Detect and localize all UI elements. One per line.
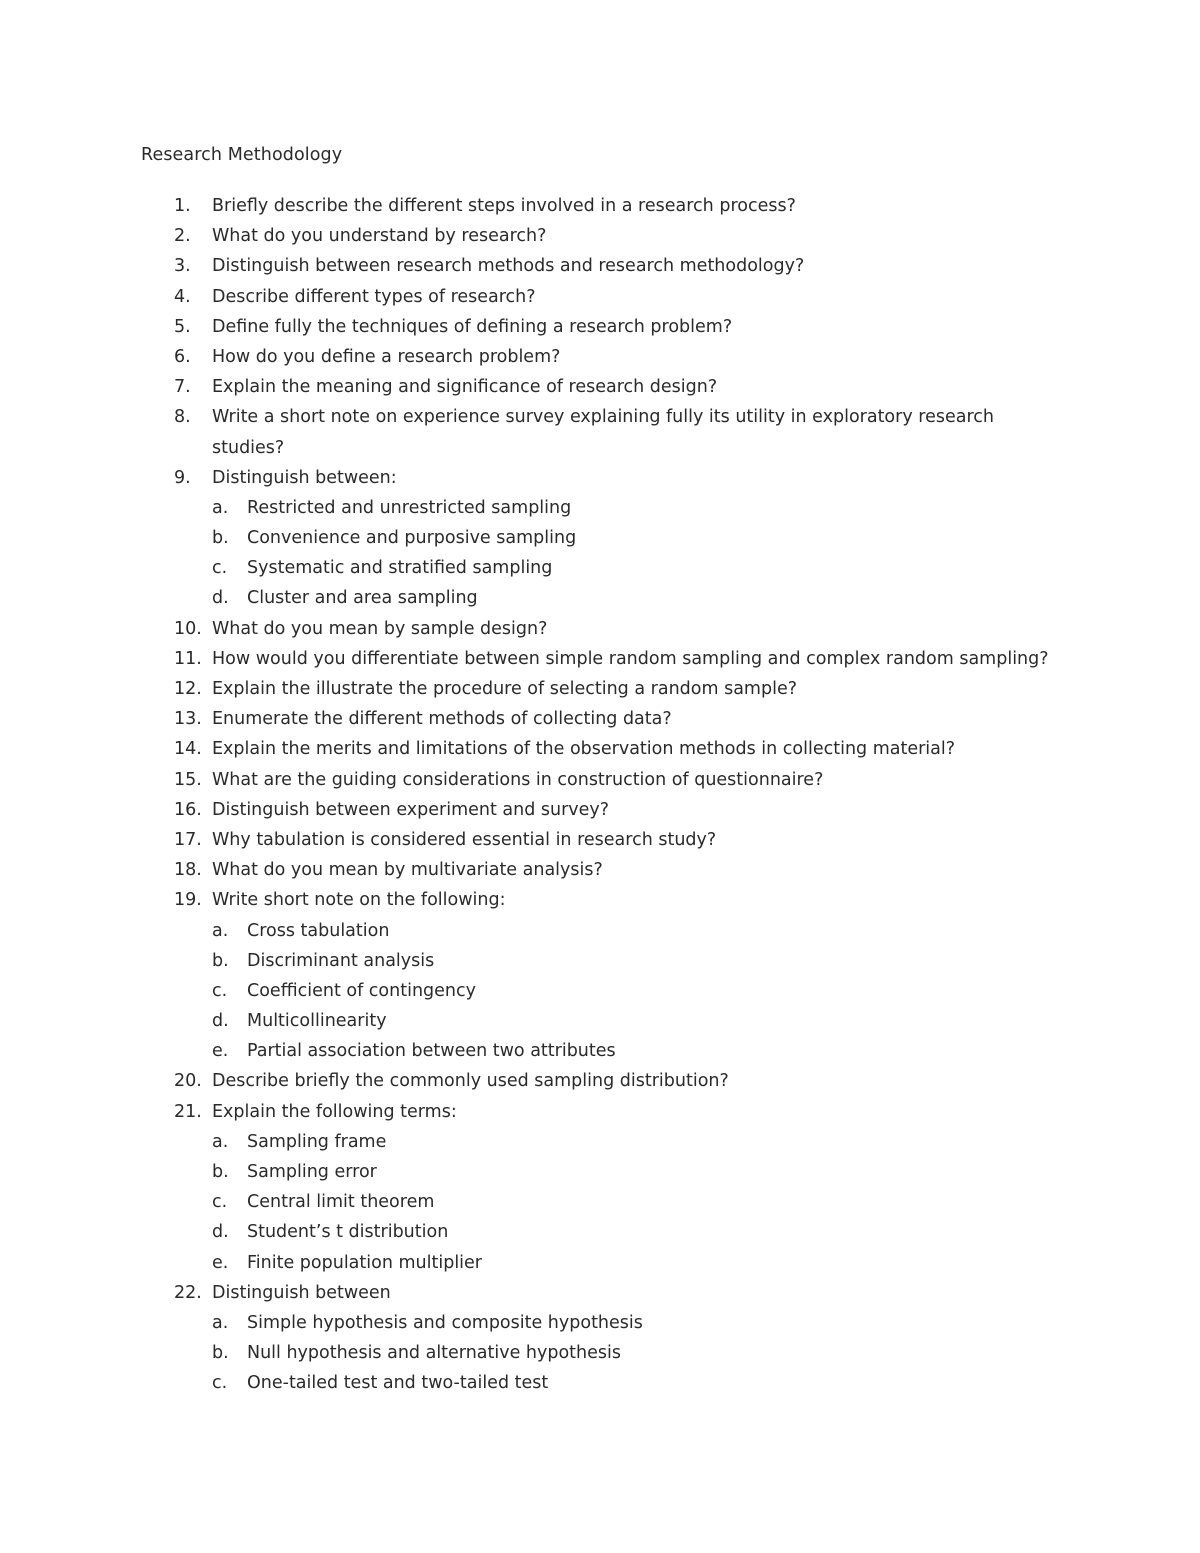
sub-list-item [0, 1368, 1200, 1398]
list-item [0, 433, 1200, 463]
sub-list-item [0, 1187, 1200, 1217]
list-item [0, 1066, 1200, 1096]
item-text: studies? [212, 437, 285, 458]
sub-list-item [0, 1308, 1200, 1338]
list-item [0, 402, 1200, 432]
item-number: 10. [174, 618, 202, 639]
item-number: 1. [174, 196, 191, 216]
sub-item-text: Discriminant analysis [247, 950, 435, 971]
sub-list-item [0, 553, 1200, 583]
item-number: 11. [174, 648, 202, 669]
sub-list-item [0, 1036, 1200, 1066]
item-text: Describe different types of research? [212, 286, 536, 307]
list-item [0, 463, 1200, 493]
sub-list-item [0, 1338, 1200, 1368]
list-item [0, 1097, 1200, 1127]
item-text: Distinguish between: [212, 467, 397, 488]
sub-item-text: Finite population multiplier [247, 1252, 483, 1273]
sub-item-text: Central limit theorem [247, 1192, 435, 1213]
sub-list-item [0, 1127, 1200, 1157]
list-item [0, 855, 1200, 885]
list-item [0, 221, 1200, 251]
item-number: 7. [174, 377, 191, 398]
item-text: Briefly describe the different steps involved in a research process? [212, 196, 796, 216]
list-item [0, 1278, 1200, 1308]
item-number: 15. [174, 769, 202, 790]
sub-item-text: Restricted and unrestricted sampling [247, 497, 572, 518]
item-number: 21. [174, 1101, 202, 1122]
item-number: 3. [174, 256, 191, 277]
item-number: 18. [174, 860, 202, 881]
item-text: Distinguish between research methods and research methodology? [212, 256, 805, 277]
sub-list-item [0, 523, 1200, 553]
question-list [0, 191, 1200, 1399]
item-text: Why tabulation is considered essential in research study? [212, 829, 717, 850]
sub-item-letter: b. [212, 1162, 229, 1182]
sub-item-text: Convenience and purposive sampling [247, 528, 577, 549]
item-text: Enumerate the different methods of collecting data? [212, 709, 672, 730]
sub-item-text: Sampling frame [247, 1131, 387, 1152]
list-item [0, 674, 1200, 704]
sub-item-text: Partial association between two attributes [247, 1041, 616, 1062]
sub-item-letter: e. [212, 1041, 229, 1062]
item-text: Explain the illustrate the procedure of selecting a random sample? [212, 679, 797, 699]
sub-item-letter: a. [212, 1131, 229, 1152]
list-item [0, 614, 1200, 644]
sub-item-letter: e. [212, 1252, 229, 1273]
list-item [0, 885, 1200, 915]
list-item [0, 282, 1200, 312]
item-text: How do you define a research problem? [212, 346, 561, 367]
item-text: How would you differentiate between simple random sampling and complex random sampling? [212, 648, 1049, 669]
list-item [0, 795, 1200, 825]
list-item [0, 825, 1200, 855]
sub-item-letter: b. [212, 1343, 229, 1364]
list-item [0, 644, 1200, 674]
sub-item-letter: d. [212, 1222, 229, 1243]
sub-item-letter: b. [212, 950, 229, 971]
list-item [0, 342, 1200, 372]
sub-list-item [0, 1006, 1200, 1036]
item-text: Describe briefly the commonly used sampling distribution? [212, 1071, 729, 1092]
list-item [0, 734, 1200, 764]
item-number: 13. [174, 709, 202, 730]
item-text: Explain the meaning and significance of research design? [212, 377, 718, 398]
list-item [0, 704, 1200, 734]
item-text: What do you mean by multivariate analysis? [212, 860, 603, 881]
item-number: 9. [174, 467, 191, 488]
item-text: Write a short note on experience survey explaining fully its utility in exploratory research [212, 407, 994, 428]
item-number: 8. [174, 407, 191, 428]
item-number: 4. [174, 286, 191, 307]
sub-list-item [0, 493, 1200, 523]
item-number: 12. [174, 679, 202, 699]
sub-item-text: Simple hypothesis and composite hypothesis [247, 1312, 643, 1333]
sub-list-item [0, 916, 1200, 946]
sub-item-text: Multicollinearity [247, 1011, 387, 1032]
item-text: What do you understand by research? [212, 226, 547, 247]
sub-item-letter: c. [212, 1192, 228, 1213]
item-text: Distinguish between experiment and survey? [212, 799, 610, 820]
sub-item-text: Sampling error [247, 1162, 377, 1182]
list-item [0, 251, 1200, 281]
item-text: Explain the merits and limitations of the observation methods in collecting material? [212, 739, 956, 760]
list-item [0, 765, 1200, 795]
sub-item-letter: c. [212, 980, 228, 1001]
item-number: 19. [174, 890, 202, 911]
sub-item-letter: c. [212, 558, 228, 579]
sub-list-item [0, 1248, 1200, 1278]
item-number: 16. [174, 799, 202, 820]
sub-item-letter: d. [212, 1011, 229, 1032]
sub-item-text: Student’s t distribution [247, 1222, 449, 1243]
sub-item-text: Coefficient of contingency [247, 980, 476, 1001]
sub-item-letter: b. [212, 528, 229, 549]
item-number: 14. [174, 739, 202, 760]
item-text: Write short note on the following: [212, 890, 506, 911]
list-item [0, 191, 1200, 221]
item-number: 17. [174, 829, 202, 850]
item-text: Explain the following terms: [212, 1101, 457, 1122]
sub-list-item [0, 1157, 1200, 1187]
item-number: 20. [174, 1071, 202, 1092]
sub-list-item [0, 976, 1200, 1006]
item-text: Define fully the techniques of defining a research problem? [212, 316, 733, 337]
sub-item-letter: a. [212, 497, 229, 518]
item-number: 5. [174, 316, 191, 337]
sub-list-item [0, 946, 1200, 976]
sub-list-item [0, 583, 1200, 613]
list-item [0, 312, 1200, 342]
item-text: Distinguish between [212, 1282, 391, 1303]
sub-item-letter: a. [212, 1312, 229, 1333]
item-number: 2. [174, 226, 191, 247]
sub-item-letter: a. [212, 920, 229, 941]
item-text: What are the guiding considerations in construction of questionnaire? [212, 769, 824, 790]
sub-item-letter: d. [212, 588, 229, 609]
sub-list-item [0, 1217, 1200, 1247]
sub-item-text: Systematic and stratified sampling [247, 558, 553, 579]
item-number: 6. [174, 346, 191, 367]
list-item [0, 372, 1200, 402]
item-number: 22. [174, 1282, 202, 1303]
item-text: What do you mean by sample design? [212, 618, 548, 639]
sub-item-text: Null hypothesis and alternative hypothesis [247, 1343, 622, 1364]
sub-item-text: Cluster and area sampling [247, 588, 478, 609]
sub-item-text: One-tailed test and two-tailed test [247, 1373, 549, 1394]
sub-item-text: Cross tabulation [247, 920, 390, 941]
document-title: Research Methodology [141, 145, 343, 165]
sub-item-letter: c. [212, 1373, 228, 1394]
